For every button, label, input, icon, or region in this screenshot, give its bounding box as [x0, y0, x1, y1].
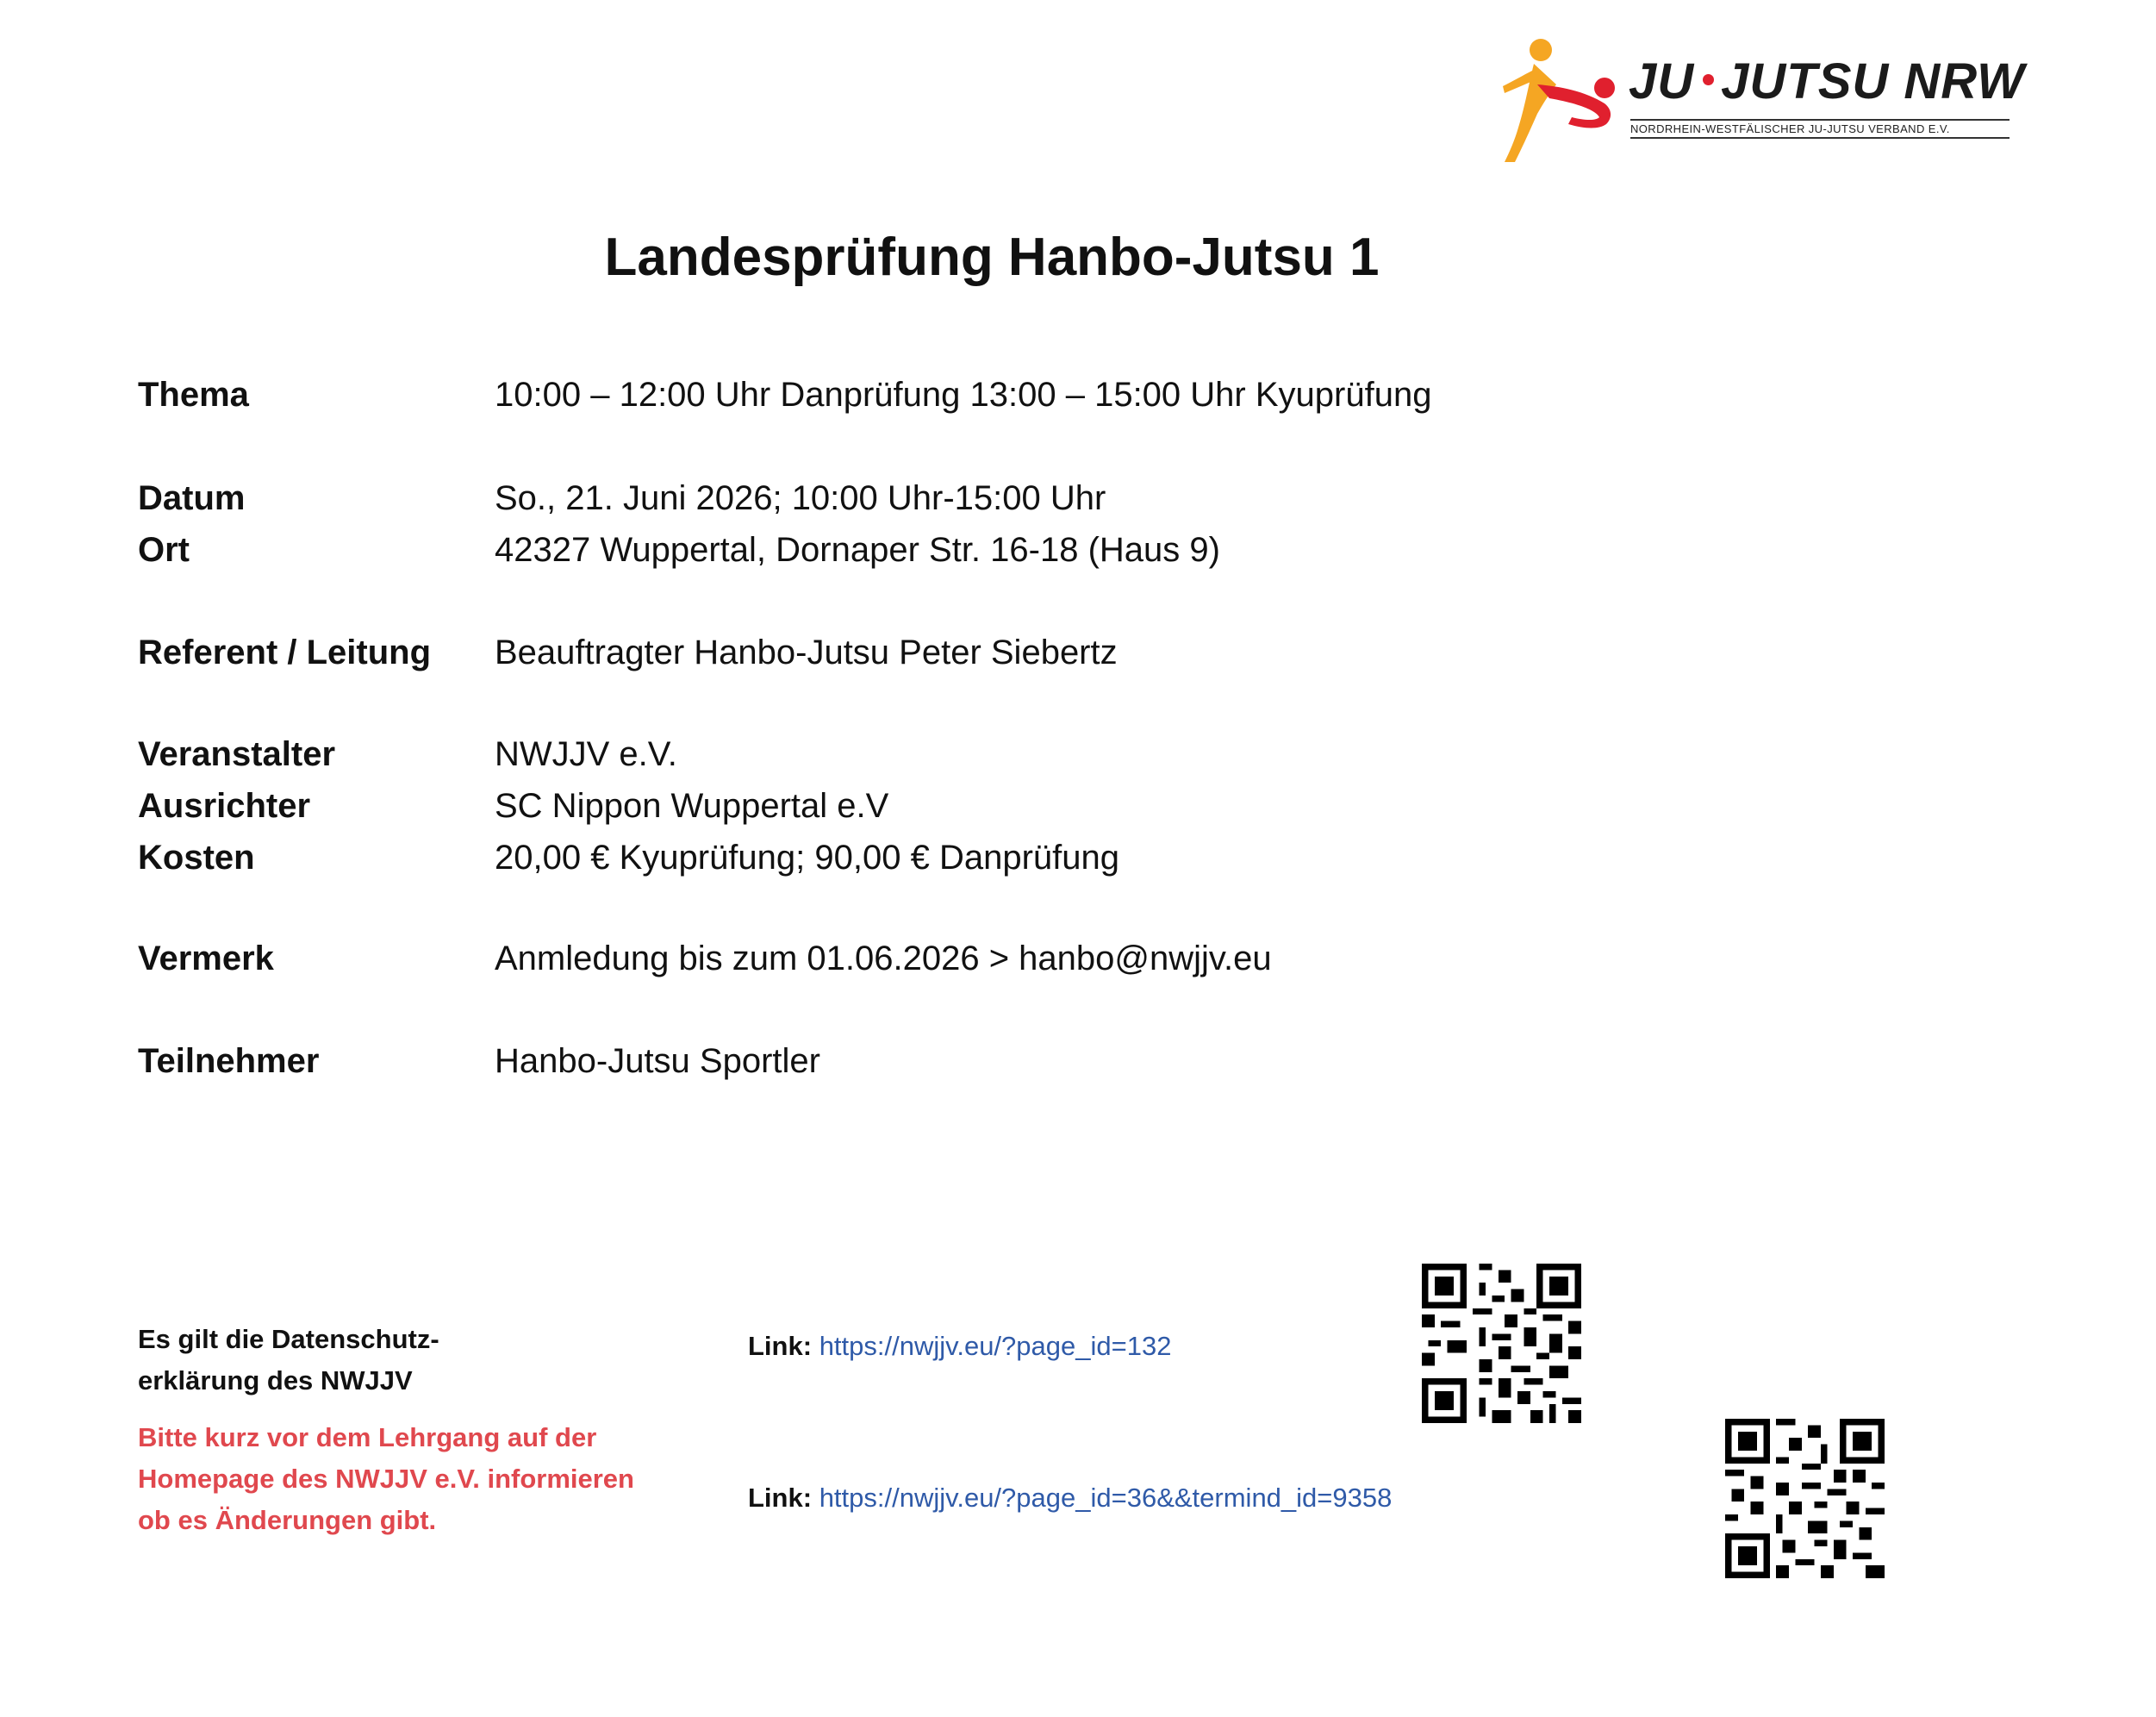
privacy-link[interactable]: https://nwjjv.eu/?page_id=132 — [819, 1331, 1172, 1361]
label-ausrichter: Ausrichter — [138, 787, 311, 825]
privacy-note-line: Es gilt die Datenschutz- — [138, 1324, 439, 1354]
link-label: Link: — [748, 1331, 813, 1361]
label-ort: Ort — [138, 531, 190, 569]
label-veranstalter: Veranstalter — [138, 735, 336, 773]
label-referent: Referent / Leitung — [138, 634, 432, 671]
event-link[interactable]: https://nwjjv.eu/?page_id=36&&termind_id=9358 — [819, 1483, 1393, 1513]
value-ausrichter: SC Nippon Wuppertal e.V — [495, 787, 889, 825]
value-vermerk: Anmledung bis zum 01.06.2026 > hanbo@nwjjv.eu — [495, 940, 1272, 977]
value-datum: So., 21. Juni 2026; 10:00 Uhr-15:00 Uhr — [495, 479, 1106, 517]
label-vermerk: Vermerk — [138, 940, 274, 977]
value-thema: 10:00 – 12:00 Uhr Danprüfung 13:00 – 15:00 Uhr Kyuprüfung — [495, 376, 1432, 414]
label-teilnehmer: Teilnehmer — [138, 1042, 320, 1080]
logo-dot-icon — [1703, 74, 1714, 85]
page-title: Landesprüfung Hanbo-Jutsu 1 — [604, 228, 1380, 287]
logo-subtitle: NORDRHEIN-WESTFÄLISCHER JU-JUTSU VERBAND E.V. — [1630, 119, 2010, 139]
value-ort: 42327 Wuppertal, Dornaper Str. 16-18 (Haus 9) — [495, 531, 1220, 569]
link-line-privacy — [748, 1333, 1171, 1359]
change-notice-line: Homepage des NWJJV e.V. informieren — [138, 1464, 634, 1494]
privacy-note — [138, 1319, 439, 1402]
change-notice — [138, 1417, 634, 1541]
change-notice-line: ob es Änderungen gibt. — [138, 1505, 437, 1535]
label-datum: Datum — [138, 479, 246, 517]
logo-wordmark-part1: JU — [1629, 53, 1695, 109]
logo-wordmark-part2: JUTSU NRW — [1721, 53, 2025, 109]
qr-code-icon[interactable] — [1422, 1264, 1581, 1423]
ju-jutsu-nrw-logo — [1499, 34, 2025, 164]
link-line-event — [748, 1484, 1392, 1511]
privacy-note-line: erklärung des NWJJV — [138, 1365, 413, 1395]
value-teilnehmer: Hanbo-Jutsu Sportler — [495, 1042, 820, 1080]
value-referent: Beauftragter Hanbo-Jutsu Peter Siebertz — [495, 634, 1118, 671]
label-thema: Thema — [138, 376, 249, 414]
link-label: Link: — [748, 1483, 813, 1513]
value-veranstalter: NWJJV e.V. — [495, 735, 677, 773]
martial-artist-figure-icon — [1499, 34, 1620, 164]
logo-wordmark — [1629, 53, 2025, 109]
qr-code-icon[interactable] — [1725, 1419, 1885, 1578]
value-kosten: 20,00 € Kyuprüfung; 90,00 € Danprüfung — [495, 839, 1119, 877]
change-notice-line: Bitte kurz vor dem Lehrgang auf der — [138, 1422, 597, 1452]
label-kosten: Kosten — [138, 839, 255, 877]
